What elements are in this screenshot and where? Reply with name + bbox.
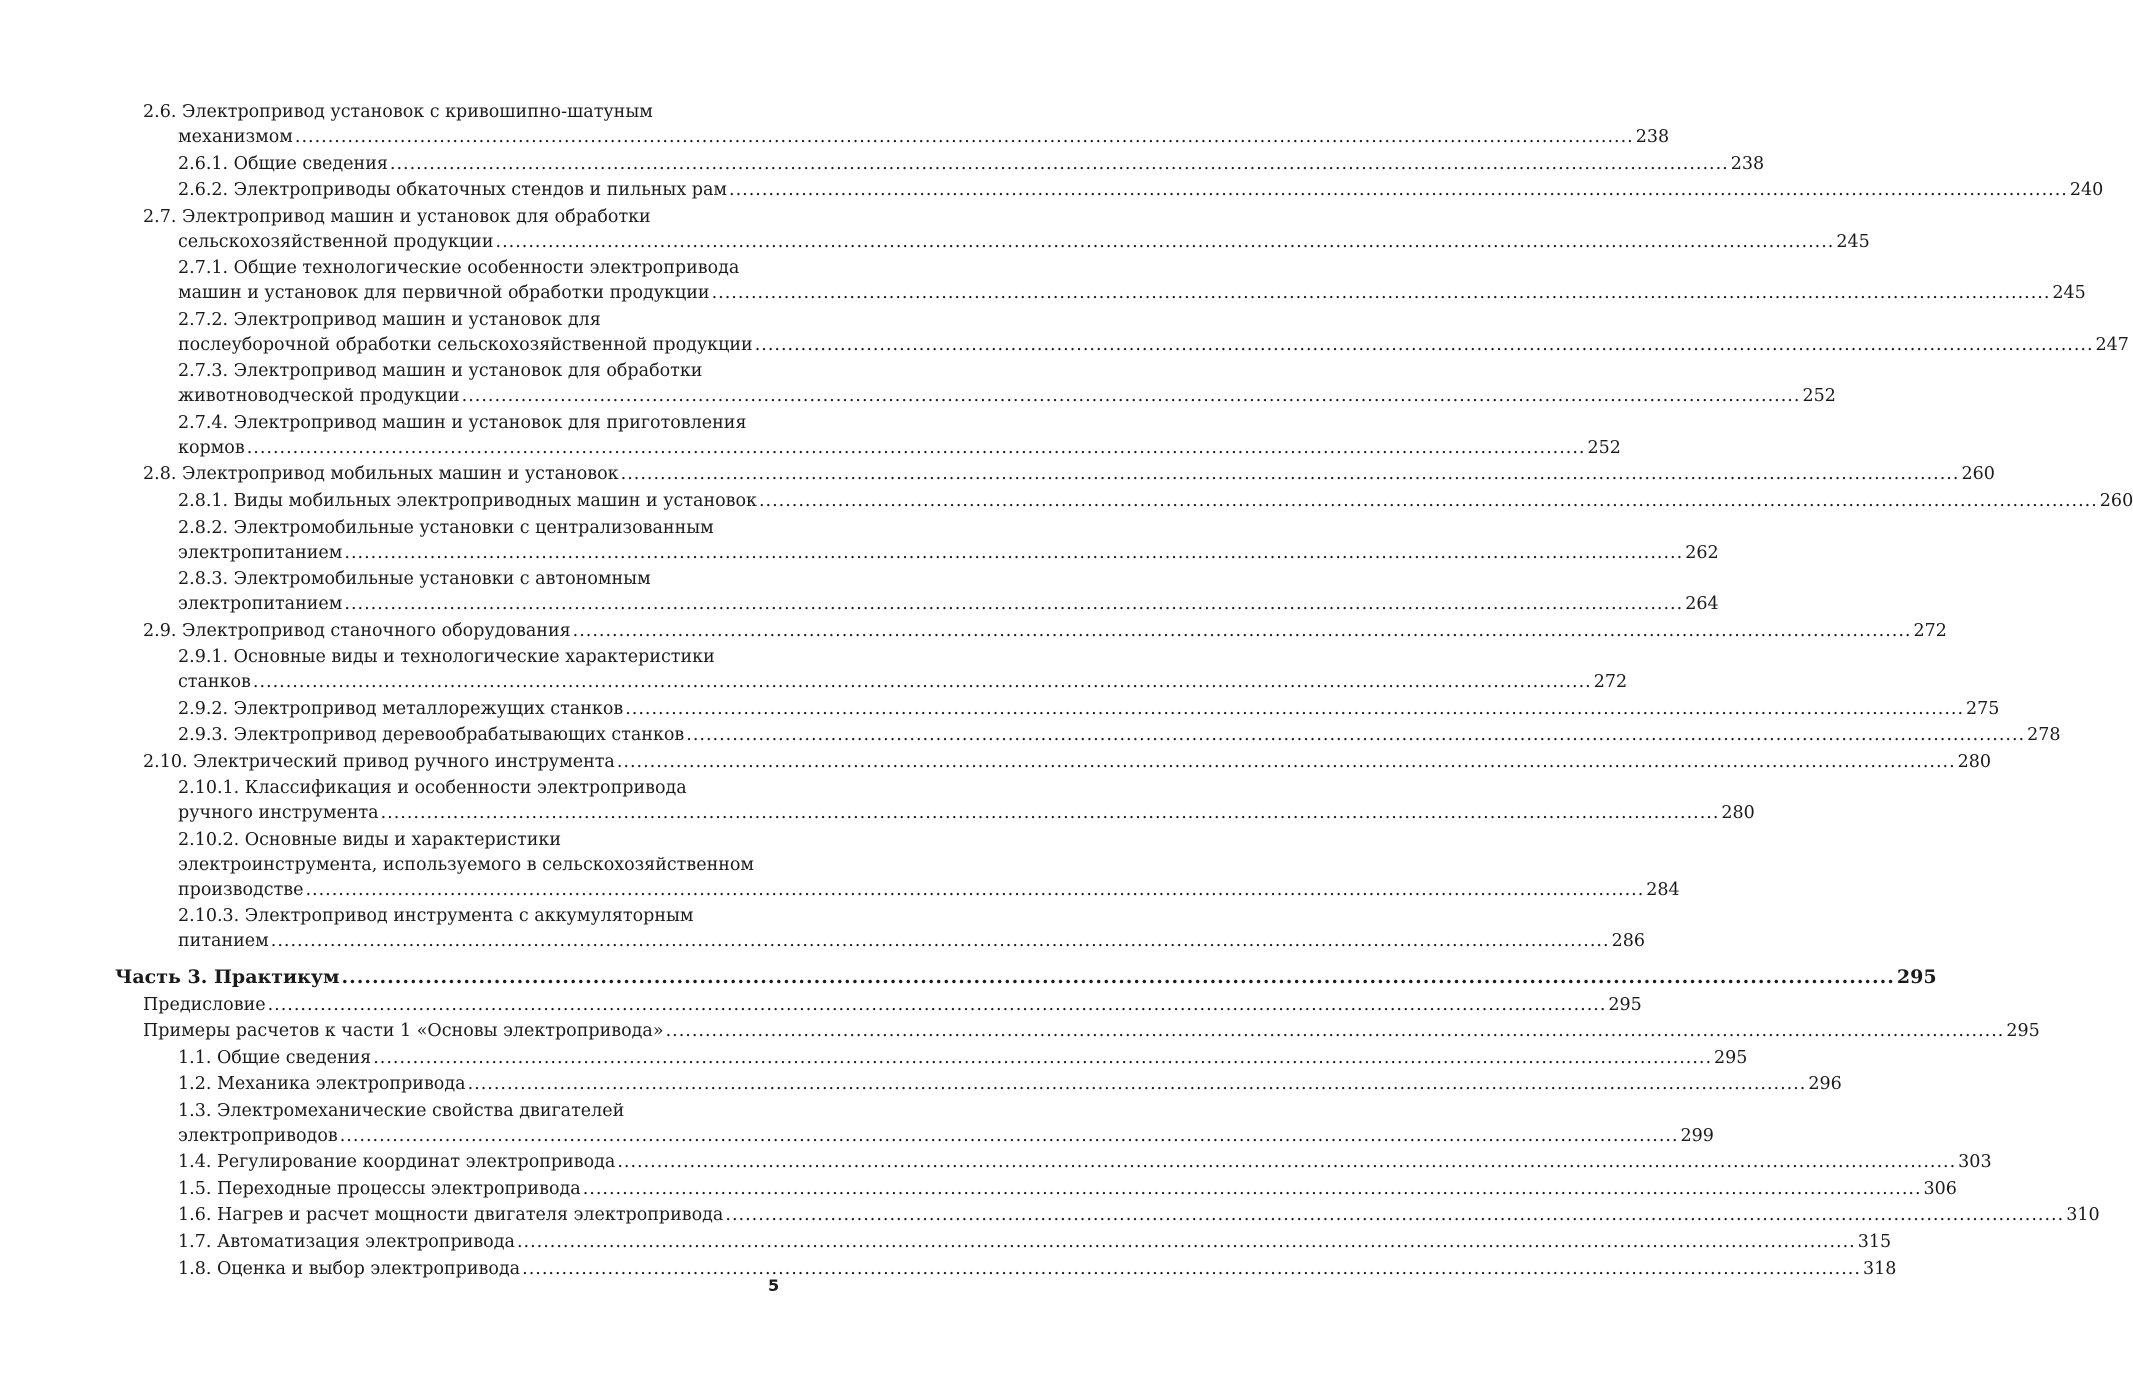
toc-leader-dots xyxy=(390,152,1729,177)
toc-leader-dots xyxy=(271,929,1610,954)
toc-leader-dots xyxy=(268,993,1607,1018)
toc-leader-dots xyxy=(253,670,1592,695)
toc-entry-title: 2.10. Электрический привод ручного инструмента xyxy=(143,751,615,772)
toc-page-number: 295 xyxy=(1714,1047,1748,1068)
toc-entry xyxy=(0,256,2086,306)
toc-entry xyxy=(0,1099,1714,1149)
toc-page-number: 280 xyxy=(1721,803,1755,824)
toc-entry-title: производстве xyxy=(178,879,304,900)
toc-leader-dots xyxy=(468,1072,1807,1097)
toc-page-number: 247 xyxy=(2095,334,2129,355)
toc-entry-title: питанием xyxy=(178,931,269,952)
toc-entry-title: 1.3. Электромеханические свойства двигателей xyxy=(178,1100,625,1121)
toc-page-number: 252 xyxy=(1587,437,1621,458)
toc-entry xyxy=(0,904,1645,954)
toc-page-number: 306 xyxy=(1923,1178,1957,1199)
toc-page-number: 252 xyxy=(1802,386,1836,407)
toc-entry-title: 2.8.3. Электромобильные установки с автономным xyxy=(178,569,651,590)
toc-entry-title: послеуборочной обработки сельскохозяйственной продукции xyxy=(178,334,753,355)
toc-leader-dots xyxy=(729,178,2068,203)
toc-entry xyxy=(0,567,1719,617)
toc-entry-title: ручного инструмента xyxy=(178,803,379,824)
toc-leader-dots xyxy=(666,1019,2005,1044)
toc-entry-title: Часть 3. Практикум xyxy=(115,966,340,988)
toc-entry-title: 2.7.1. Общие технологические особенности электропривода xyxy=(178,258,740,279)
toc-entry xyxy=(0,100,1670,150)
toc-entry xyxy=(0,359,1836,409)
toc-entry-title: сельскохозяйственной продукции xyxy=(178,231,494,252)
toc-leader-dots xyxy=(583,1177,1922,1202)
toc-page-number: 262 xyxy=(1685,542,1719,563)
toc-entry xyxy=(0,1230,1892,1255)
toc-page-number: 272 xyxy=(1913,620,1947,641)
toc-entry-title: 2.8. Электропривод мобильных машин и установок xyxy=(143,464,619,485)
toc-leader-dots xyxy=(755,333,2094,358)
page-number: 5 xyxy=(768,1276,780,1295)
toc-entry-title: 1.1. Общие сведения xyxy=(178,1047,372,1068)
toc-leader-dots xyxy=(617,750,1956,775)
toc-leader-dots xyxy=(373,1046,1712,1071)
toc-entry xyxy=(0,178,2104,203)
toc-page-number: 299 xyxy=(1680,1125,1714,1146)
toc-leader-dots xyxy=(617,1150,1956,1175)
toc-entry-title: 2.10.1. Классификация и особенности электропривода xyxy=(178,778,687,799)
toc-entry-title: Предисловие xyxy=(143,994,266,1015)
toc-page-number: 278 xyxy=(2027,725,2061,746)
toc-page-number: 238 xyxy=(1730,153,1765,174)
toc-page-number: 295 xyxy=(1896,966,1937,988)
toc-leader-dots xyxy=(625,697,1964,722)
toc-entry xyxy=(0,462,1995,487)
toc-entry-title: 2.7. Электропривод машин и установок для обработки xyxy=(143,206,651,227)
toc-leader-dots xyxy=(295,125,1634,150)
toc-entry-title: 2.7.2. Электропривод машин и установок для xyxy=(178,309,601,330)
toc-leader-dots xyxy=(759,489,2098,514)
toc-entry xyxy=(0,152,1765,177)
toc-entry-title: 2.10.2. Основные виды и характеристики xyxy=(178,829,562,850)
toc-entry-title: 2.9.3. Электропривод деревообрабатывающих станков xyxy=(178,725,685,746)
toc-entry xyxy=(0,411,1621,461)
toc-leader-dots xyxy=(522,1257,1861,1282)
toc-entry-title: электроприводов xyxy=(178,1125,338,1146)
toc-entry xyxy=(0,1177,1957,1202)
toc-leader-dots xyxy=(305,878,1644,903)
toc-entry xyxy=(0,1257,1897,1282)
toc-entry xyxy=(0,1046,1748,1071)
toc-entry-title: 1.2. Механика электропривода xyxy=(178,1074,466,1095)
toc-part-entry xyxy=(0,965,1937,990)
toc-page-number: 295 xyxy=(2006,1021,2040,1042)
toc-entry-title: механизмом xyxy=(178,127,293,147)
toc-entry-title: животноводческой продукции xyxy=(178,386,460,407)
toc-entry-title: 2.9.1. Основные виды и технологические характеристики xyxy=(178,647,715,668)
toc-leader-dots xyxy=(621,462,1960,487)
toc-page-number: 286 xyxy=(1611,931,1645,952)
toc-page-number: 272 xyxy=(1593,672,1628,693)
toc-leader-dots xyxy=(462,384,1801,409)
toc-entry xyxy=(0,1203,2100,1228)
toc-entry-title: 2.8.1. Виды мобильных электроприводных машин и установок xyxy=(178,490,757,511)
toc-entry-title: 1.5. Переходные процессы электропривода xyxy=(178,1178,581,1199)
toc-page-number: 240 xyxy=(2069,180,2104,201)
toc-leader-dots xyxy=(247,436,1586,461)
toc-page-number: 315 xyxy=(1857,1231,1892,1252)
toc-entry xyxy=(0,1072,1842,1097)
toc-page-number: 245 xyxy=(2052,283,2086,304)
toc-entry xyxy=(0,619,1947,644)
toc-page-number: 275 xyxy=(1966,698,2000,719)
toc-entry-title: 2.7.4. Электропривод машин и установок для приготовления xyxy=(178,412,747,433)
toc-entry-title: 2.9. Электропривод станочного оборудования xyxy=(143,620,571,641)
toc-leader-dots xyxy=(573,619,1912,644)
toc-entry xyxy=(0,516,1719,566)
toc-entry xyxy=(0,308,2129,358)
toc-page-number: 260 xyxy=(1961,464,1995,485)
toc-entry xyxy=(0,828,1680,903)
toc-page-number: 296 xyxy=(1808,1074,1842,1095)
toc-page-number: 260 xyxy=(2099,490,2133,511)
toc-entry xyxy=(0,750,1992,775)
toc-leader-dots xyxy=(340,1124,1679,1149)
toc-entry xyxy=(0,205,1870,255)
toc-entry-title: 1.7. Автоматизация электропривода xyxy=(178,1231,515,1252)
toc-entry-title: электроинструмента, используемого в сельскохозяйственном xyxy=(178,854,755,875)
toc-page-number: 295 xyxy=(1608,994,1642,1015)
toc-page-number: 318 xyxy=(1862,1258,1897,1279)
toc-entry xyxy=(0,489,2133,514)
toc-entry xyxy=(0,1150,1992,1175)
toc-entry-title: 1.4. Регулирование координат электропривода xyxy=(178,1152,616,1173)
toc-leader-dots xyxy=(712,281,2051,306)
toc-leader-dots xyxy=(381,801,1720,826)
toc-page-number: 238 xyxy=(1635,127,1670,147)
toc-entry-title: Примеры расчетов к части 1 «Основы электропривода» xyxy=(143,1021,664,1042)
toc-entry-title: 2.10.3. Электропривод инструмента с аккумуляторным xyxy=(178,906,694,927)
toc-page-number: 310 xyxy=(2066,1205,2100,1226)
toc-entry-title: 1.6. Нагрев и расчет мощности двигателя электропривода xyxy=(178,1205,724,1226)
toc-page-number: 284 xyxy=(1646,879,1680,900)
toc-leader-dots xyxy=(496,230,1835,255)
toc-leader-dots xyxy=(344,592,1683,617)
toc-leader-dots xyxy=(517,1230,1856,1255)
toc-entry-title: 2.6.2. Электроприводы обкаточных стендов и пильных рам xyxy=(178,180,728,201)
toc-entry-title: машин и установок для первичной обработки продукции xyxy=(178,283,710,304)
toc-entry-title: кормов xyxy=(178,437,245,458)
toc-leader-dots xyxy=(725,1203,2064,1228)
toc-entry-title: 2.6. Электропривод установок с кривошипно-шатуным xyxy=(143,102,653,122)
toc-page-number: 303 xyxy=(1958,1152,1992,1173)
toc-entry-title: 2.6.1. Общие сведения xyxy=(178,153,388,174)
toc-entry-title: электропитанием xyxy=(178,542,343,563)
toc-entry xyxy=(0,993,1642,1018)
toc-entry-title: 2.8.2. Электромобильные установки с централизованным xyxy=(178,517,714,538)
toc-page-number: 264 xyxy=(1685,594,1719,615)
toc-entry xyxy=(0,776,1755,826)
toc-entry-title: 2.9.2. Электропривод металлорежущих станков xyxy=(178,698,624,719)
toc-leader-dots xyxy=(344,541,1683,566)
toc-leader-dots xyxy=(341,965,1894,990)
toc-entry xyxy=(0,645,1628,695)
toc-entry-title: 2.7.3. Электропривод машин и установок для обработки xyxy=(178,361,703,382)
toc-entry-title: электропитанием xyxy=(178,594,343,615)
toc-page-number: 245 xyxy=(1836,231,1870,252)
toc-entry-title: станков xyxy=(178,672,251,693)
toc-entry xyxy=(0,723,2061,748)
toc-leader-dots xyxy=(686,723,2025,748)
toc-entry xyxy=(0,1019,2040,1044)
toc-entry-title: 1.8. Оценка и выбор электропривода xyxy=(178,1258,521,1279)
toc-page-number: 280 xyxy=(1957,751,1992,772)
toc-entry xyxy=(0,697,2000,722)
